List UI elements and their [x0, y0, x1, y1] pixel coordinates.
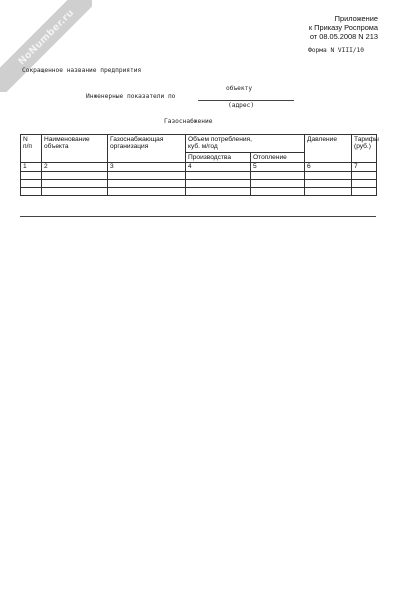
table-cell: [251, 171, 305, 179]
header-num-line-2: п/п: [23, 143, 32, 151]
address-label: (адрес): [228, 102, 255, 109]
appendix-line-3: от 08.05.2008 N 213: [309, 32, 378, 41]
address-fill-line: [198, 100, 294, 101]
header-object-line-2: объекта: [44, 143, 69, 151]
table-cell: [21, 171, 42, 179]
header-object: [42, 135, 108, 163]
column-number: 4: [186, 163, 251, 171]
table-row: [21, 179, 377, 187]
appendix-note: [309, 14, 378, 41]
table-cell: [352, 171, 377, 179]
header-volume-line-2: куб. м/год: [188, 143, 218, 151]
column-number: 6: [305, 163, 352, 171]
header-tariffs-line-1: Тарифы: [354, 136, 379, 143]
table-cell: [352, 179, 377, 187]
header-num-line-1: N: [23, 136, 28, 143]
column-number: 7: [352, 163, 377, 171]
header-pressure-text: Давление: [307, 136, 337, 143]
table-cell: [108, 179, 186, 187]
column-number: 5: [251, 163, 305, 171]
header-tariffs: [352, 135, 377, 163]
table-cell: [21, 179, 42, 187]
table-cell: [186, 187, 251, 195]
table-cell: [186, 179, 251, 187]
table-row: [21, 171, 377, 179]
table-cell: [108, 187, 186, 195]
indicators-label: Инженерные показатели по: [86, 93, 176, 100]
watermark-text: NoNumber.ru: [15, 6, 77, 68]
header-tariffs-line-2: (руб.): [354, 143, 371, 151]
table-cell: [305, 187, 352, 195]
table-cell: [21, 187, 42, 195]
form-number: Форма N VIII/10: [308, 47, 364, 54]
header-volume-line-1: Объем потребления,: [188, 136, 252, 143]
header-volume: [186, 135, 305, 153]
table-cell: [42, 179, 108, 187]
appendix-line-1: Приложение: [334, 14, 378, 23]
header-org-line-2: организация: [110, 143, 149, 151]
section-title: Газоснабжение: [164, 118, 213, 125]
header-heating: Отопление: [251, 152, 305, 162]
table-cell: [108, 171, 186, 179]
table-cell: [305, 179, 352, 187]
table-cell: [186, 171, 251, 179]
header-production: Производства: [186, 152, 251, 162]
bottom-rule: [20, 216, 376, 217]
header-org: [108, 135, 186, 163]
header-row: [21, 135, 377, 153]
table-cell: [305, 171, 352, 179]
table-cell: [251, 187, 305, 195]
header-num: [21, 135, 42, 163]
gas-supply-table: [20, 134, 377, 196]
header-object-line-1: Наименование: [44, 136, 90, 143]
watermark-band: [0, 0, 92, 92]
object-word: объекту: [226, 85, 253, 92]
column-number: 1: [21, 163, 42, 171]
table-cell: [251, 179, 305, 187]
table-cell: [352, 187, 377, 195]
appendix-line-2: к Приказу Роспрома: [308, 23, 378, 32]
column-number-row: [21, 163, 377, 171]
header-pressure: [305, 135, 352, 163]
watermark-corner: [0, 0, 92, 92]
table-cell: [42, 187, 108, 195]
column-number: 2: [42, 163, 108, 171]
column-number: 3: [108, 163, 186, 171]
header-org-line-1: Газоснабжающая: [110, 136, 164, 143]
company-name-label: Сокращенное название предприятия: [22, 67, 142, 74]
table-row: [21, 187, 377, 195]
table-cell: [42, 171, 108, 179]
